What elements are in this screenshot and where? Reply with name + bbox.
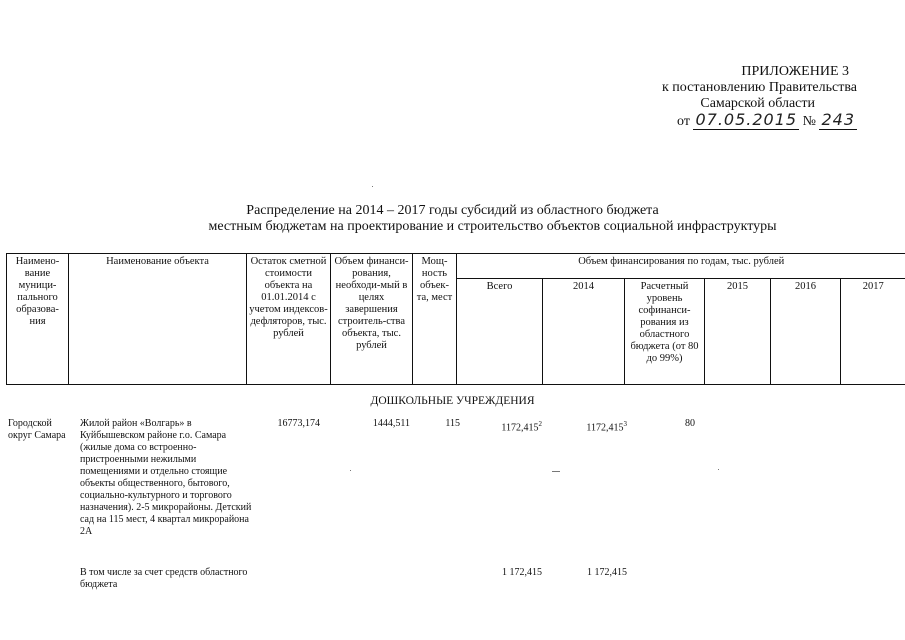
- appendix-line-region: Самарской области: [700, 96, 815, 111]
- header-cofinancing: Расчетный уровень софинанси-рования из областного бюджета (от 80 до 99%): [625, 279, 705, 385]
- appendix-title: ПРИЛОЖЕНИЕ 3: [741, 64, 849, 79]
- row1-2014: [555, 418, 627, 434]
- row1-cofinancing: 80: [685, 418, 695, 429]
- scan-speck: [350, 470, 351, 471]
- subsidy-table-header: [6, 253, 905, 385]
- row1-object: Жилой район «Волгарь» в Куйбышевском районе г.о. Самара (жилые дома со встроенно-пристроенными нежилыми помещениями и отдельно стоящие объекты общественного, бытового, социально-культурного и торгового назначения). 2-5 микрорайоны. Детский сад на 115 мест, 4 квартал микрорайона 2А: [80, 418, 252, 537]
- handwritten-date: 07.05.2015: [695, 110, 798, 129]
- date-prefix: от: [677, 114, 690, 129]
- row1-municipality: Городской округ Самара: [8, 418, 66, 441]
- row2-total: 1 172,415: [502, 567, 542, 578]
- row1-total-value: 1172,415: [501, 422, 539, 434]
- row2-2014: 1 172,415: [587, 567, 627, 578]
- row1-capacity: 115: [445, 418, 460, 429]
- header-2016: 2016: [771, 279, 841, 385]
- footnote-mark: 3: [623, 420, 627, 428]
- header-2015: 2015: [705, 279, 771, 385]
- header-municipality: Наимено-вание муници-пального образова-ния: [7, 254, 69, 385]
- header-volume: Объем финанси-рования, необходи-мый в целях завершения строитель-ства объекта, тыс. рублей: [331, 254, 413, 385]
- row1-volume: 1444,511: [372, 418, 410, 429]
- row1-total: [470, 418, 542, 434]
- number-sign: №: [802, 114, 816, 129]
- scan-speck: [372, 186, 373, 187]
- appendix-header: [662, 64, 857, 130]
- scan-speck: [552, 471, 560, 472]
- header-2017: 2017: [841, 279, 905, 385]
- row2-object: В том числе за счет средств областного бюджета: [80, 567, 248, 590]
- header-object: Наименование объекта: [69, 254, 247, 385]
- section-title: ДОШКОЛЬНЫЕ УЧРЕЖДЕНИЯ: [370, 395, 535, 407]
- document-title: [0, 203, 905, 235]
- header-total: Всего: [457, 279, 543, 385]
- footnote-mark: 2: [538, 420, 542, 428]
- header-balance: Остаток сметной стоимости объекта на 01.01.2014 с учетом индексов-дефляторов, тыс. рублей: [247, 254, 331, 385]
- header-2014: 2014: [543, 279, 625, 385]
- appendix-line-decree: к постановлению Правительства: [661, 80, 857, 95]
- title-line-2: местным бюджетам на проектирование и строительство объектов социальной инфраструктуры: [208, 219, 777, 234]
- scan-speck: [718, 469, 719, 470]
- header-capacity: Мощ-ность объек-та, мест: [413, 254, 457, 385]
- appendix-date-line: [662, 112, 857, 130]
- header-funding-group: Объем финансирования по годам, тыс. рублей: [457, 254, 905, 279]
- row1-2014-value: 1172,415: [586, 422, 624, 434]
- handwritten-number: 243: [821, 110, 855, 129]
- title-line-1: Распределение на 2014 – 2017 годы субсидий из областного бюджета: [246, 203, 659, 218]
- row1-balance: 16773,174: [277, 418, 320, 429]
